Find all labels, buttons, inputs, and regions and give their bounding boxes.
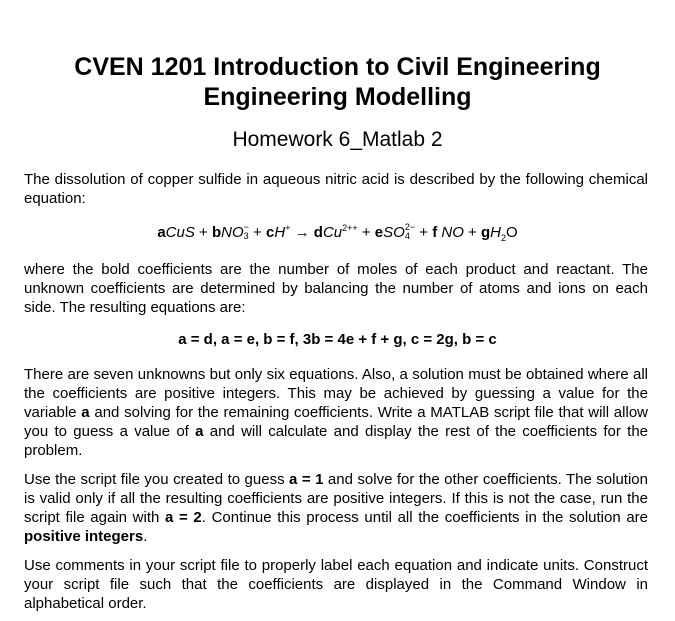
species-o: O (506, 224, 518, 241)
species-cus: CuS (165, 224, 195, 241)
coefficients-paragraph: where the bold coefficients are the number of moles of each product and reactant. The unknown coefficients are determined by balancing the number of atoms and ions on each side. The resulting equations are: (24, 261, 648, 316)
coef-a: a (157, 224, 166, 241)
species-so4: SO (383, 224, 405, 241)
coef-e: e (374, 224, 384, 241)
guess-paragraph: Use the script file you created to guess a = 1 and solve for the other coefficients. The solution is valid only if all the resulting coefficients are positive integers. If this is not the case, run the script file again with a = 2. Continue this process until all the coefficients in the solution are positive integers. (24, 471, 649, 545)
comments-paragraph: Use comments in your script file to properly label each equation and indicate units. Construct your script file such that the coefficients are displayed in the Command Window in alphabetical order. (24, 557, 648, 612)
no3-charge: − 3 (243, 222, 249, 241)
so4-charge: 2− 4 (404, 222, 416, 241)
species-no: NO (441, 224, 464, 241)
coef-c: c (266, 224, 275, 241)
coef-f: f (432, 224, 438, 241)
species-h2: H (490, 224, 501, 241)
h2-subscript: 2 (501, 233, 507, 243)
plus-sign: + (194, 224, 212, 241)
plus-sign: + (357, 224, 375, 241)
coef-g: g (480, 224, 491, 241)
document-title: CVEN 1201 Introduction to Civil Engineering (74, 53, 601, 81)
coef-b: b (211, 224, 222, 241)
reaction-arrow: → (290, 224, 314, 241)
plus-sign: + (248, 224, 266, 241)
h-charge: + (285, 223, 291, 233)
balance-equations: a = d, a = e, b = f, 3b = 4e + f + g, c = 2g, b = c (178, 331, 497, 348)
coef-d: d (313, 224, 323, 241)
unknowns-paragraph: There are seven unknowns but only six equations. Also, a solution must be obtained where all the coefficients are positive integers. This may be achieved by guessing a value for the variable a and solving for the remaining coefficients. Write a MATLAB script file that will allow you to guess a value of a and will calculate and display the rest of the coefficients for the problem. (24, 366, 648, 459)
plus-sign: + (463, 224, 481, 241)
homework-heading: Homework 6_Matlab 2 (232, 128, 443, 151)
plus-sign: + (415, 224, 433, 241)
intro-paragraph: The dissolution of copper sulfide in aqueous nitric acid is described by the following chemical equation: (24, 171, 648, 207)
species-cu: Cu (322, 224, 343, 241)
chemical-equation (0, 223, 675, 243)
species-no3: NO (221, 224, 244, 241)
document-subtitle-course: Engineering Modelling (203, 83, 472, 111)
cu-charge: 2++ (342, 223, 358, 233)
species-h: H (274, 224, 286, 241)
